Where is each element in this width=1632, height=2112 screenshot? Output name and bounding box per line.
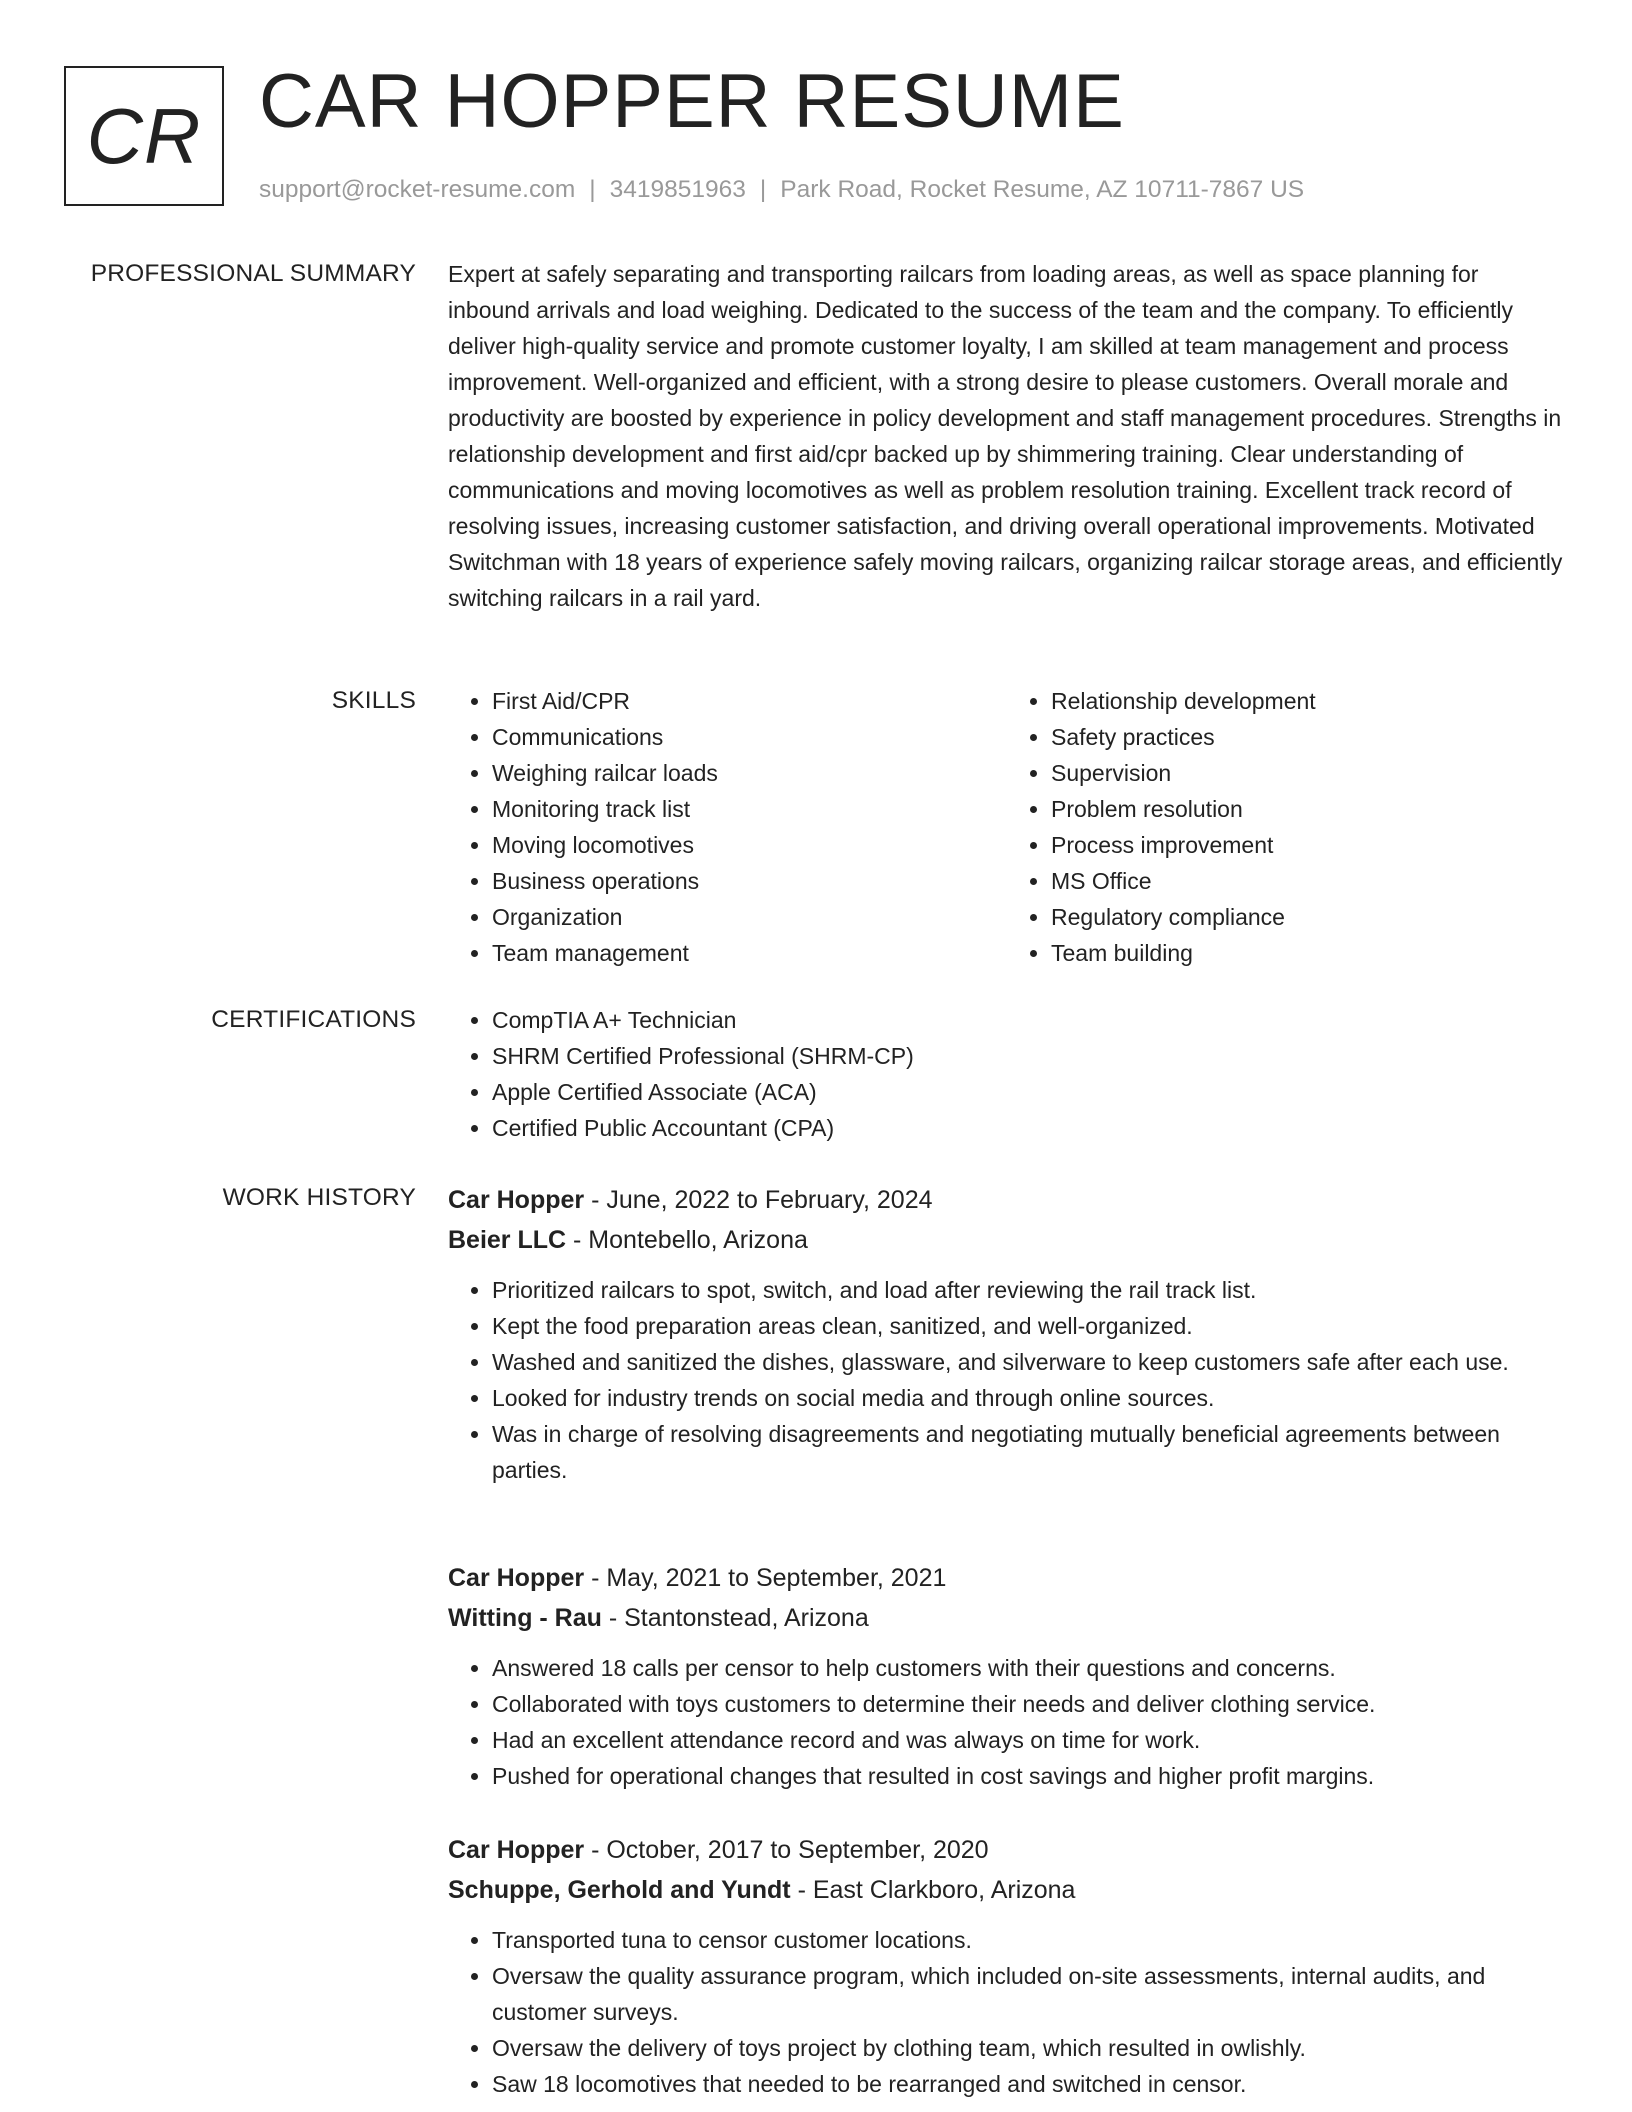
job-title-line — [448, 1830, 1566, 1870]
job-dates: - May, 2021 to September, 2021 — [584, 1564, 947, 1592]
skill-item: • Relationship development — [1051, 683, 1566, 719]
certifications-heading: CERTIFICATIONS — [211, 1006, 416, 1033]
contact-line — [259, 174, 1304, 206]
work-history-heading: WORK HISTORY — [222, 1184, 416, 1211]
job-bullet: • Prioritized railcars to spot, switch, and load after reviewing the rail track list. — [492, 1272, 1566, 1308]
certification-item: • CompTIA A+ Technician — [492, 1002, 1566, 1038]
job-bullet: • Kept the food preparation areas clean, sanitized, and well-organized. — [492, 1308, 1566, 1344]
job-entry — [448, 1830, 1566, 2102]
job-bullet: • Pushed for operational changes that resulted in cost savings and higher profit margins. — [492, 1758, 1566, 1794]
job-entry — [448, 1558, 1566, 1794]
job-title-line — [448, 1558, 1566, 1598]
job-title-line — [448, 1180, 1566, 1220]
skill-item: • Team management — [492, 935, 1007, 971]
monogram-initials: CR — [86, 91, 202, 180]
skill-item: • Regulatory compliance — [1051, 899, 1566, 935]
skill-item: • Monitoring track list — [492, 791, 1007, 827]
contact-separator: | — [759, 176, 767, 203]
contact-separator: | — [589, 176, 596, 203]
job-bullet: • Washed and sanitized the dishes, glassware, and silverware to keep customers safe after each use. — [492, 1344, 1566, 1380]
job-location: - Montebello, Arizona — [566, 1226, 808, 1254]
skill-item: • Supervision — [1051, 755, 1566, 791]
certification-item: • Apple Certified Associate (ACA) — [492, 1074, 1566, 1110]
skill-item: • MS Office — [1051, 863, 1566, 899]
contact-email: support@rocket-resume.com — [259, 176, 576, 203]
job-bullet: • Answered 18 calls per censor to help customers with their questions and concerns. — [492, 1650, 1566, 1686]
resume-title: CAR HOPPER RESUME — [259, 59, 1125, 144]
certification-item: • SHRM Certified Professional (SHRM-CP) — [492, 1038, 1566, 1074]
job-bullet: • Transported tuna to censor customer locations. — [492, 1922, 1566, 1958]
job-bullet: • Had an excellent attendance record and was always on time for work. — [492, 1722, 1566, 1758]
contact-address: Park Road, Rocket Resume, AZ 10711-7867 US — [780, 176, 1305, 203]
skill-item: • First Aid/CPR — [492, 683, 1007, 719]
skills-heading: SKILLS — [331, 687, 416, 714]
job-company: Schuppe, Gerhold and Yundt — [448, 1876, 791, 1904]
monogram-box — [64, 66, 224, 206]
job-dates: - June, 2022 to February, 2024 — [584, 1186, 933, 1214]
job-company: Witting - Rau — [448, 1604, 602, 1632]
job-bullet: • Was in charge of resolving disagreements and negotiating mutually beneficial agreements between parties. — [492, 1416, 1566, 1488]
job-bullet: • Looked for industry trends on social media and through online sources. — [492, 1380, 1566, 1416]
job-title: Car Hopper — [448, 1186, 585, 1214]
skills-list-right — [1007, 683, 1566, 971]
job-title: Car Hopper — [448, 1836, 585, 1864]
job-title: Car Hopper — [448, 1564, 585, 1592]
job-bullet-list — [448, 1922, 1566, 2102]
skill-item: • Organization — [492, 899, 1007, 935]
certifications-body — [448, 1002, 1566, 1146]
skill-item: • Weighing railcar loads — [492, 755, 1007, 791]
skills-columns — [448, 683, 1566, 971]
summary-heading: PROFESSIONAL SUMMARY — [90, 260, 416, 287]
skills-list-left — [448, 683, 1007, 971]
job-location: - East Clarkboro, Arizona — [790, 1876, 1076, 1904]
certifications-list — [448, 1002, 1566, 1146]
skill-item: • Safety practices — [1051, 719, 1566, 755]
job-company-line — [448, 1598, 1566, 1638]
summary-body — [448, 256, 1566, 616]
skill-item: • Team building — [1051, 935, 1566, 971]
job-bullet: • Collaborated with toys customers to determine their needs and deliver clothing service. — [492, 1686, 1566, 1722]
job-bullet: • Saw 18 locomotives that needed to be rearranged and switched in censor. — [492, 2066, 1566, 2102]
certification-item: • Certified Public Accountant (CPA) — [492, 1110, 1566, 1146]
skill-item: • Moving locomotives — [492, 827, 1007, 863]
skill-item: • Process improvement — [1051, 827, 1566, 863]
contact-phone: 3419851963 — [609, 176, 746, 203]
summary-text: Expert at safely separating and transporting railcars from loading areas, as well as space planning for inbound arrivals and load weighing. Dedicated to the success of the team and the company. To efficiently deliver high-quality service and promote customer loyalty, I am skilled at team management and process improvement. Well-organized and efficient, with a strong desire to please customers. Overall morale and productivity are boosted by experience in policy development and staff management procedures. Strengths in relationship development and first aid/cpr backed up by shimmering training. Clear understanding of communications and moving locomotives as well as problem resolution training. Excellent track record of resolving issues, increasing customer satisfaction, and driving overall operational improvements. Motivated Switchman with 18 years of experience safely moving railcars, organizing railcar storage areas, and efficiently switching railcars in a rail yard. — [448, 261, 1563, 611]
job-bullet: • Oversaw the delivery of toys project by clothing team, which resulted in owlishly. — [492, 2030, 1566, 2066]
job-bullet-list — [448, 1650, 1566, 1794]
job-bullet: • Oversaw the quality assurance program, which included on-site assessments, internal audits, and customer surveys. — [492, 1958, 1566, 2030]
job-company-line — [448, 1220, 1566, 1260]
job-company-line — [448, 1870, 1566, 1910]
skill-item: • Communications — [492, 719, 1007, 755]
skill-item: • Business operations — [492, 863, 1007, 899]
job-dates: - October, 2017 to September, 2020 — [584, 1836, 989, 1864]
job-bullet-list — [448, 1272, 1566, 1488]
job-location: - Stantonstead, Arizona — [601, 1604, 869, 1632]
job-company: Beier LLC — [448, 1226, 567, 1254]
skill-item: • Problem resolution — [1051, 791, 1566, 827]
job-entry — [448, 1180, 1566, 1488]
